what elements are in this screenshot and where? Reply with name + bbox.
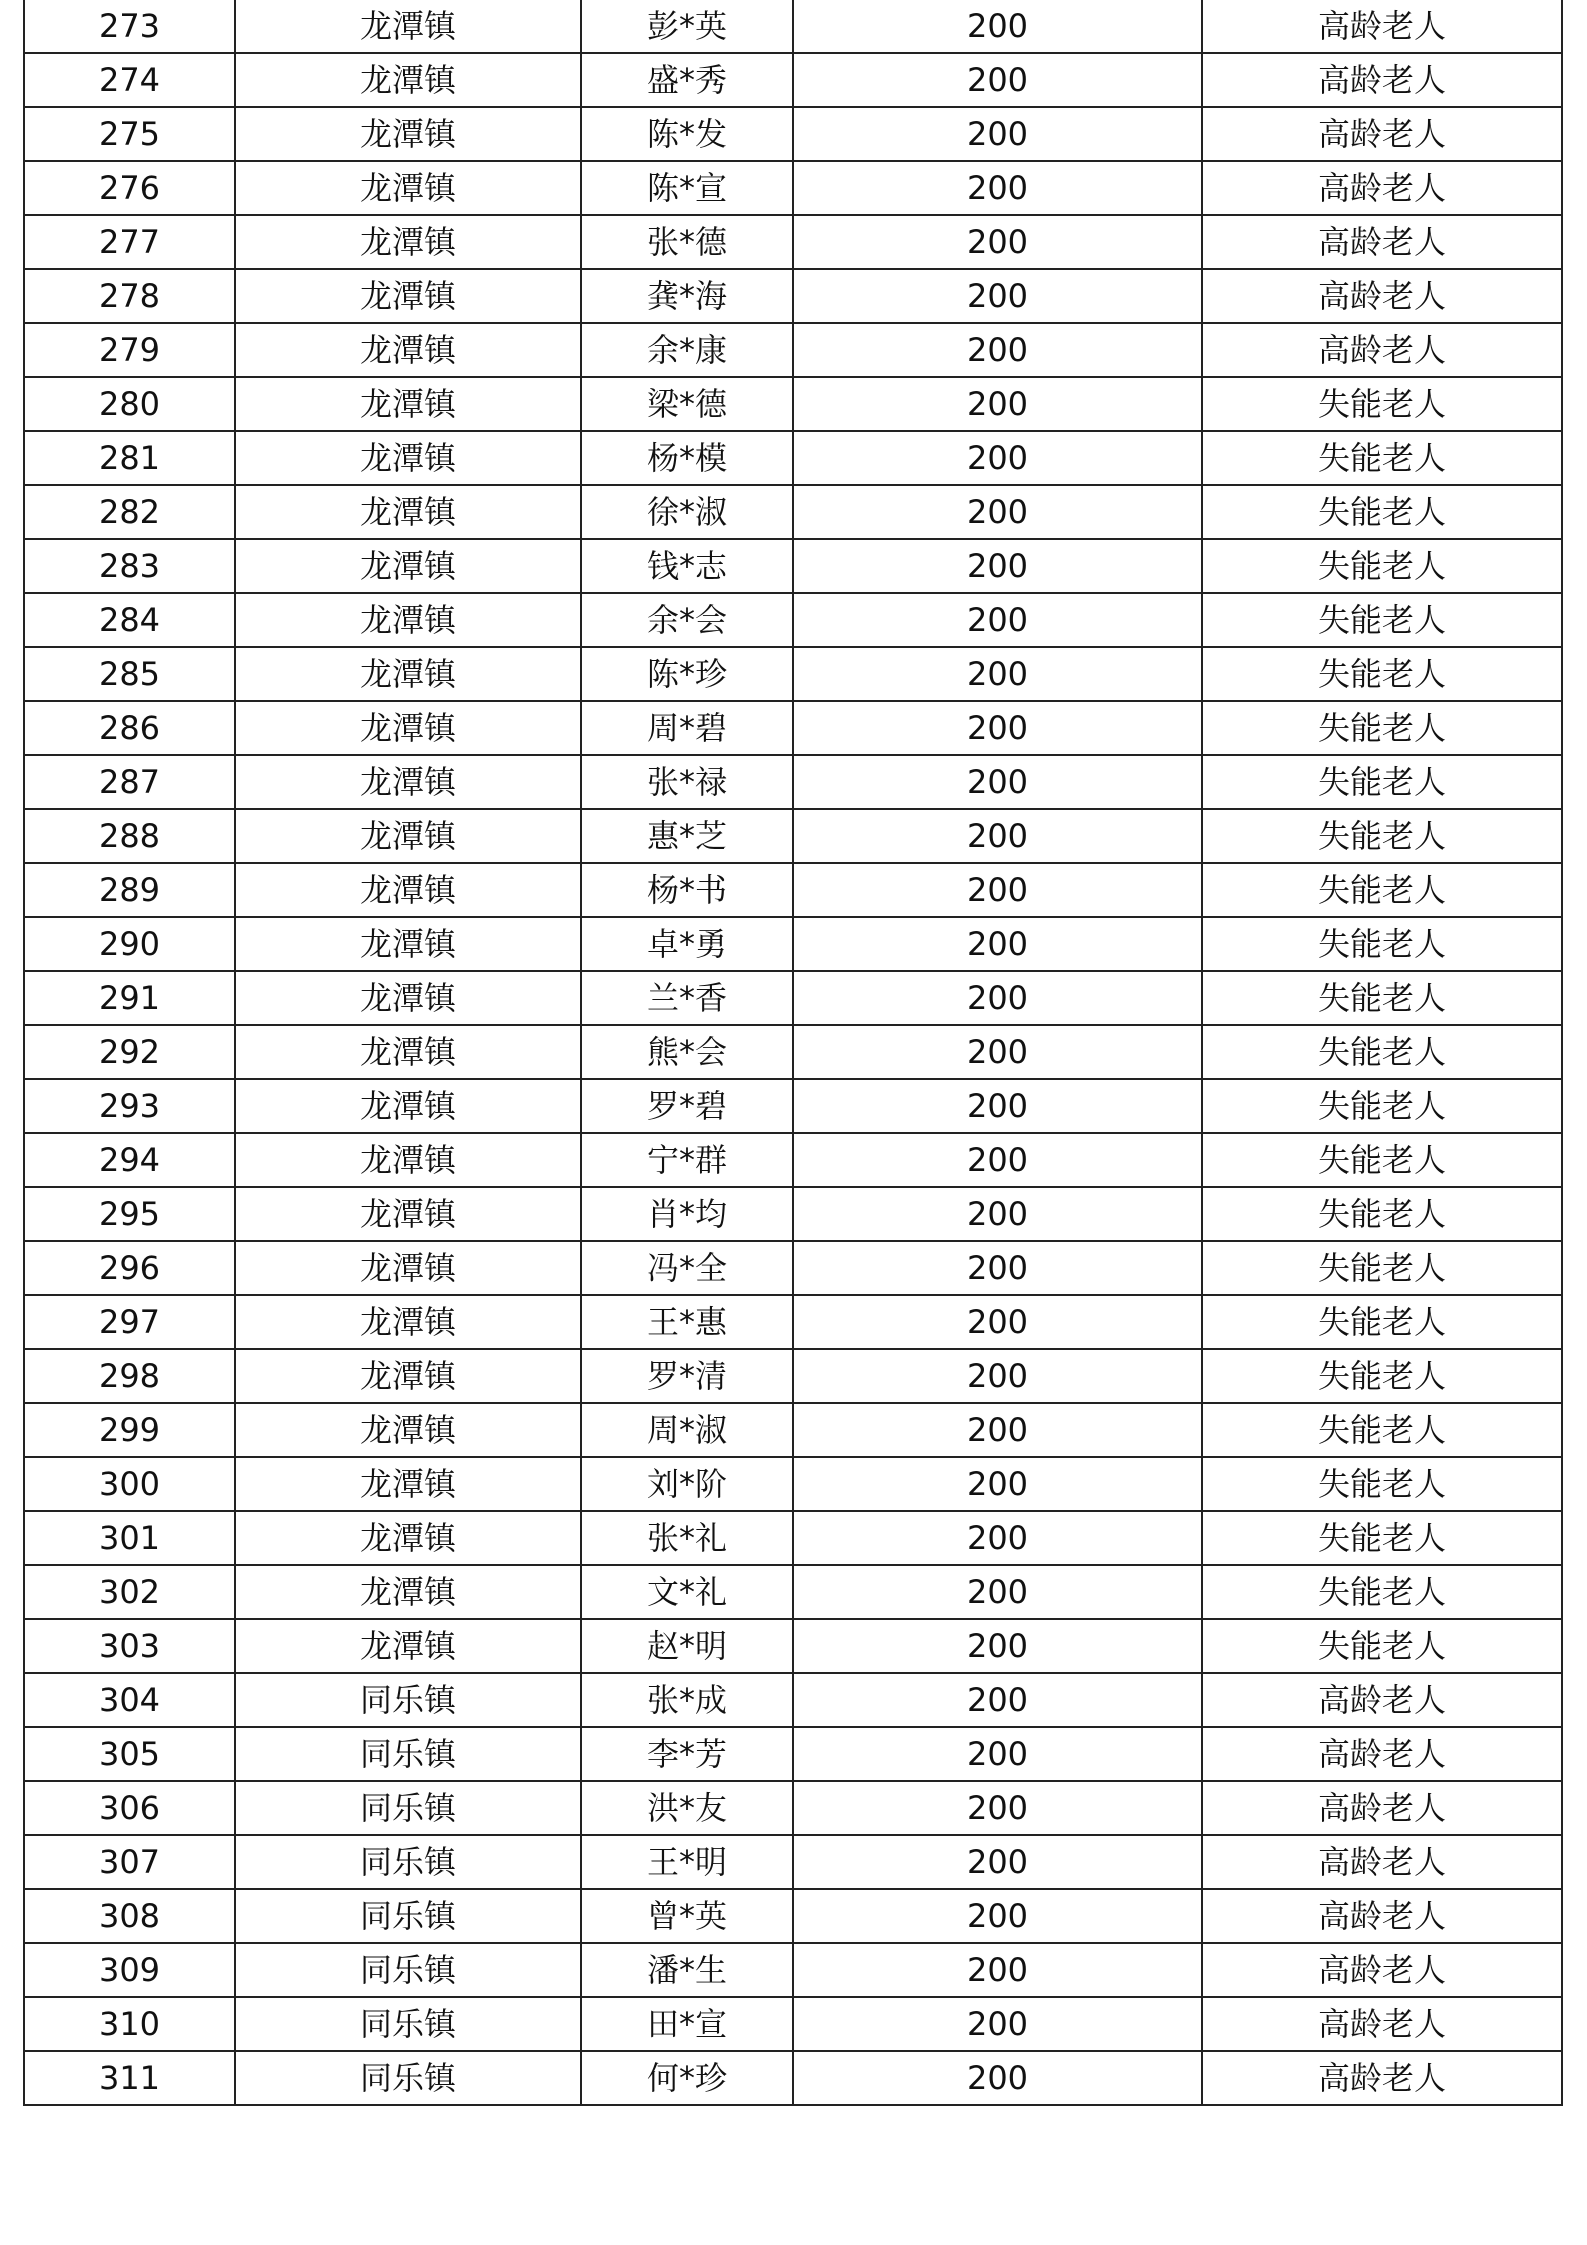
town-cell: 龙潭镇 [235, 53, 581, 107]
row-number-cell: 277 [24, 215, 235, 269]
town-cell: 龙潭镇 [235, 917, 581, 971]
name-cell: 盛*秀 [581, 53, 793, 107]
row-number-cell: 281 [24, 431, 235, 485]
amount-cell: 200 [793, 863, 1202, 917]
category-cell: 失能老人 [1202, 1619, 1562, 1673]
row-number-cell: 282 [24, 485, 235, 539]
table-row [24, 215, 1562, 269]
name-cell: 余*康 [581, 323, 793, 377]
name-cell: 田*宣 [581, 1997, 793, 2051]
category-cell: 失能老人 [1202, 593, 1562, 647]
name-cell: 熊*会 [581, 1025, 793, 1079]
amount-cell: 200 [793, 1619, 1202, 1673]
town-cell: 龙潭镇 [235, 1565, 581, 1619]
name-cell: 张*德 [581, 215, 793, 269]
category-cell: 失能老人 [1202, 863, 1562, 917]
table-row [24, 1943, 1562, 1997]
town-cell: 同乐镇 [235, 1727, 581, 1781]
table-row [24, 917, 1562, 971]
row-number-cell: 274 [24, 53, 235, 107]
name-cell: 王*明 [581, 1835, 793, 1889]
category-cell: 失能老人 [1202, 809, 1562, 863]
town-cell: 同乐镇 [235, 2051, 581, 2105]
row-number-cell: 285 [24, 647, 235, 701]
name-cell: 陈*发 [581, 107, 793, 161]
category-cell: 高龄老人 [1202, 269, 1562, 323]
table-row [24, 1025, 1562, 1079]
amount-cell: 200 [793, 1025, 1202, 1079]
amount-cell: 200 [793, 809, 1202, 863]
category-cell: 失能老人 [1202, 1511, 1562, 1565]
row-number-cell: 289 [24, 863, 235, 917]
table-row [24, 485, 1562, 539]
row-number-cell: 303 [24, 1619, 235, 1673]
town-cell: 同乐镇 [235, 1673, 581, 1727]
subsidy-list-table [23, 0, 1563, 2106]
name-cell: 冯*全 [581, 1241, 793, 1295]
name-cell: 卓*勇 [581, 917, 793, 971]
table-row [24, 647, 1562, 701]
town-cell: 龙潭镇 [235, 1079, 581, 1133]
town-cell: 龙潭镇 [235, 1025, 581, 1079]
row-number-cell: 300 [24, 1457, 235, 1511]
amount-cell: 200 [793, 323, 1202, 377]
name-cell: 张*成 [581, 1673, 793, 1727]
amount-cell: 200 [793, 1727, 1202, 1781]
category-cell: 失能老人 [1202, 647, 1562, 701]
table-row [24, 2051, 1562, 2105]
amount-cell: 200 [793, 1943, 1202, 1997]
category-cell: 高龄老人 [1202, 1943, 1562, 1997]
town-cell: 龙潭镇 [235, 1241, 581, 1295]
name-cell: 陈*宣 [581, 161, 793, 215]
table-row [24, 377, 1562, 431]
town-cell: 龙潭镇 [235, 1295, 581, 1349]
category-cell: 高龄老人 [1202, 1835, 1562, 1889]
table-row [24, 539, 1562, 593]
amount-cell: 200 [793, 161, 1202, 215]
town-cell: 同乐镇 [235, 1835, 581, 1889]
row-number-cell: 295 [24, 1187, 235, 1241]
name-cell: 赵*明 [581, 1619, 793, 1673]
amount-cell: 200 [793, 701, 1202, 755]
amount-cell: 200 [793, 593, 1202, 647]
row-number-cell: 299 [24, 1403, 235, 1457]
row-number-cell: 288 [24, 809, 235, 863]
name-cell: 张*礼 [581, 1511, 793, 1565]
row-number-cell: 294 [24, 1133, 235, 1187]
name-cell: 龚*海 [581, 269, 793, 323]
town-cell: 龙潭镇 [235, 323, 581, 377]
category-cell: 失能老人 [1202, 755, 1562, 809]
category-cell: 失能老人 [1202, 1403, 1562, 1457]
name-cell: 曾*英 [581, 1889, 793, 1943]
table-row [24, 161, 1562, 215]
amount-cell: 200 [793, 269, 1202, 323]
town-cell: 龙潭镇 [235, 863, 581, 917]
amount-cell: 200 [793, 1835, 1202, 1889]
amount-cell: 200 [793, 1241, 1202, 1295]
category-cell: 高龄老人 [1202, 2051, 1562, 2105]
amount-cell: 200 [793, 1457, 1202, 1511]
town-cell: 龙潭镇 [235, 701, 581, 755]
amount-cell: 200 [793, 1781, 1202, 1835]
amount-cell: 200 [793, 107, 1202, 161]
table-body [24, 0, 1562, 2105]
town-cell: 同乐镇 [235, 1997, 581, 2051]
town-cell: 龙潭镇 [235, 215, 581, 269]
town-cell: 龙潭镇 [235, 1619, 581, 1673]
category-cell: 高龄老人 [1202, 1889, 1562, 1943]
category-cell: 失能老人 [1202, 431, 1562, 485]
amount-cell: 200 [793, 0, 1202, 53]
amount-cell: 200 [793, 2051, 1202, 2105]
table-row [24, 53, 1562, 107]
category-cell: 高龄老人 [1202, 161, 1562, 215]
amount-cell: 200 [793, 539, 1202, 593]
row-number-cell: 292 [24, 1025, 235, 1079]
document-table-wrapper [23, 0, 1561, 2106]
table-row [24, 1727, 1562, 1781]
row-number-cell: 278 [24, 269, 235, 323]
category-cell: 高龄老人 [1202, 1781, 1562, 1835]
row-number-cell: 280 [24, 377, 235, 431]
town-cell: 龙潭镇 [235, 107, 581, 161]
amount-cell: 200 [793, 917, 1202, 971]
name-cell: 兰*香 [581, 971, 793, 1025]
category-cell: 失能老人 [1202, 701, 1562, 755]
town-cell: 龙潭镇 [235, 809, 581, 863]
name-cell: 李*芳 [581, 1727, 793, 1781]
table-row [24, 1133, 1562, 1187]
name-cell: 周*碧 [581, 701, 793, 755]
category-cell: 失能老人 [1202, 377, 1562, 431]
table-row [24, 755, 1562, 809]
table-row [24, 1889, 1562, 1943]
category-cell: 失能老人 [1202, 539, 1562, 593]
table-row [24, 1835, 1562, 1889]
town-cell: 龙潭镇 [235, 269, 581, 323]
table-row [24, 0, 1562, 53]
amount-cell: 200 [793, 485, 1202, 539]
name-cell: 彭*英 [581, 0, 793, 53]
name-cell: 刘*阶 [581, 1457, 793, 1511]
name-cell: 杨*模 [581, 431, 793, 485]
row-number-cell: 307 [24, 1835, 235, 1889]
amount-cell: 200 [793, 1565, 1202, 1619]
town-cell: 龙潭镇 [235, 1133, 581, 1187]
table-row [24, 1619, 1562, 1673]
name-cell: 王*惠 [581, 1295, 793, 1349]
row-number-cell: 275 [24, 107, 235, 161]
table-row [24, 1241, 1562, 1295]
table-row [24, 1079, 1562, 1133]
category-cell: 高龄老人 [1202, 1673, 1562, 1727]
category-cell: 失能老人 [1202, 1349, 1562, 1403]
name-cell: 洪*友 [581, 1781, 793, 1835]
row-number-cell: 308 [24, 1889, 235, 1943]
table-row [24, 323, 1562, 377]
name-cell: 杨*书 [581, 863, 793, 917]
town-cell: 龙潭镇 [235, 0, 581, 53]
town-cell: 龙潭镇 [235, 1187, 581, 1241]
category-cell: 失能老人 [1202, 1079, 1562, 1133]
table-row [24, 1781, 1562, 1835]
amount-cell: 200 [793, 53, 1202, 107]
category-cell: 高龄老人 [1202, 0, 1562, 53]
town-cell: 龙潭镇 [235, 1457, 581, 1511]
amount-cell: 200 [793, 1889, 1202, 1943]
name-cell: 张*禄 [581, 755, 793, 809]
category-cell: 失能老人 [1202, 1295, 1562, 1349]
row-number-cell: 297 [24, 1295, 235, 1349]
name-cell: 陈*珍 [581, 647, 793, 701]
amount-cell: 200 [793, 1079, 1202, 1133]
category-cell: 高龄老人 [1202, 53, 1562, 107]
category-cell: 高龄老人 [1202, 1727, 1562, 1781]
table-row [24, 107, 1562, 161]
table-row [24, 1349, 1562, 1403]
row-number-cell: 293 [24, 1079, 235, 1133]
name-cell: 惠*芝 [581, 809, 793, 863]
category-cell: 高龄老人 [1202, 1997, 1562, 2051]
table-row [24, 1457, 1562, 1511]
amount-cell: 200 [793, 215, 1202, 269]
amount-cell: 200 [793, 971, 1202, 1025]
row-number-cell: 296 [24, 1241, 235, 1295]
amount-cell: 200 [793, 647, 1202, 701]
row-number-cell: 305 [24, 1727, 235, 1781]
amount-cell: 200 [793, 1133, 1202, 1187]
table-row [24, 1997, 1562, 2051]
row-number-cell: 298 [24, 1349, 235, 1403]
category-cell: 失能老人 [1202, 971, 1562, 1025]
table-row [24, 1673, 1562, 1727]
name-cell: 何*珍 [581, 2051, 793, 2105]
row-number-cell: 311 [24, 2051, 235, 2105]
table-row [24, 1511, 1562, 1565]
name-cell: 梁*德 [581, 377, 793, 431]
town-cell: 龙潭镇 [235, 971, 581, 1025]
name-cell: 周*淑 [581, 1403, 793, 1457]
table-row [24, 701, 1562, 755]
table-row [24, 809, 1562, 863]
row-number-cell: 301 [24, 1511, 235, 1565]
category-cell: 失能老人 [1202, 1241, 1562, 1295]
table-row [24, 593, 1562, 647]
table-row [24, 971, 1562, 1025]
town-cell: 龙潭镇 [235, 539, 581, 593]
amount-cell: 200 [793, 755, 1202, 809]
amount-cell: 200 [793, 431, 1202, 485]
name-cell: 潘*生 [581, 1943, 793, 1997]
row-number-cell: 302 [24, 1565, 235, 1619]
category-cell: 失能老人 [1202, 917, 1562, 971]
row-number-cell: 273 [24, 0, 235, 53]
amount-cell: 200 [793, 1403, 1202, 1457]
row-number-cell: 290 [24, 917, 235, 971]
town-cell: 同乐镇 [235, 1943, 581, 1997]
row-number-cell: 276 [24, 161, 235, 215]
name-cell: 罗*碧 [581, 1079, 793, 1133]
category-cell: 高龄老人 [1202, 107, 1562, 161]
amount-cell: 200 [793, 377, 1202, 431]
name-cell: 肖*均 [581, 1187, 793, 1241]
amount-cell: 200 [793, 1295, 1202, 1349]
table-row [24, 1403, 1562, 1457]
amount-cell: 200 [793, 1349, 1202, 1403]
category-cell: 失能老人 [1202, 1565, 1562, 1619]
amount-cell: 200 [793, 1997, 1202, 2051]
name-cell: 徐*淑 [581, 485, 793, 539]
table-row [24, 431, 1562, 485]
amount-cell: 200 [793, 1511, 1202, 1565]
amount-cell: 200 [793, 1187, 1202, 1241]
table-row [24, 1187, 1562, 1241]
town-cell: 同乐镇 [235, 1781, 581, 1835]
row-number-cell: 283 [24, 539, 235, 593]
row-number-cell: 310 [24, 1997, 235, 2051]
category-cell: 失能老人 [1202, 485, 1562, 539]
row-number-cell: 287 [24, 755, 235, 809]
town-cell: 龙潭镇 [235, 1403, 581, 1457]
row-number-cell: 284 [24, 593, 235, 647]
town-cell: 龙潭镇 [235, 647, 581, 701]
amount-cell: 200 [793, 1673, 1202, 1727]
row-number-cell: 309 [24, 1943, 235, 1997]
category-cell: 失能老人 [1202, 1457, 1562, 1511]
row-number-cell: 279 [24, 323, 235, 377]
town-cell: 龙潭镇 [235, 593, 581, 647]
table-row [24, 269, 1562, 323]
table-row [24, 1565, 1562, 1619]
town-cell: 龙潭镇 [235, 755, 581, 809]
town-cell: 龙潭镇 [235, 485, 581, 539]
name-cell: 文*礼 [581, 1565, 793, 1619]
town-cell: 同乐镇 [235, 1889, 581, 1943]
name-cell: 余*会 [581, 593, 793, 647]
name-cell: 罗*清 [581, 1349, 793, 1403]
town-cell: 龙潭镇 [235, 431, 581, 485]
name-cell: 宁*群 [581, 1133, 793, 1187]
row-number-cell: 291 [24, 971, 235, 1025]
row-number-cell: 306 [24, 1781, 235, 1835]
row-number-cell: 304 [24, 1673, 235, 1727]
row-number-cell: 286 [24, 701, 235, 755]
category-cell: 失能老人 [1202, 1025, 1562, 1079]
category-cell: 高龄老人 [1202, 323, 1562, 377]
table-row [24, 863, 1562, 917]
name-cell: 钱*志 [581, 539, 793, 593]
category-cell: 失能老人 [1202, 1187, 1562, 1241]
town-cell: 龙潭镇 [235, 1349, 581, 1403]
category-cell: 高龄老人 [1202, 215, 1562, 269]
table-row [24, 1295, 1562, 1349]
category-cell: 失能老人 [1202, 1133, 1562, 1187]
town-cell: 龙潭镇 [235, 161, 581, 215]
town-cell: 龙潭镇 [235, 1511, 581, 1565]
town-cell: 龙潭镇 [235, 377, 581, 431]
